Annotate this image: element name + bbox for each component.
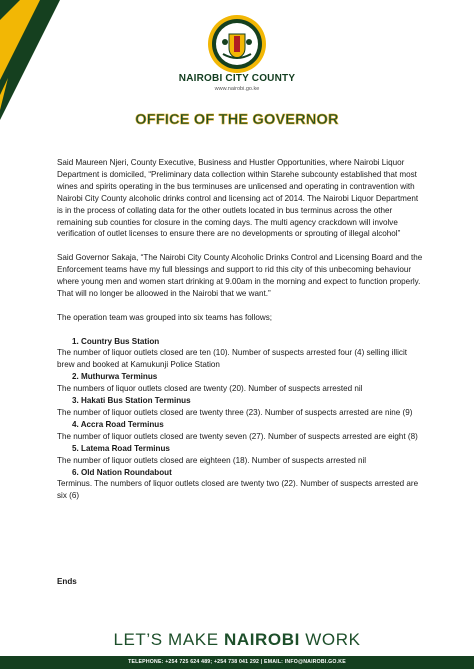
team-description: The numbers of liquor outlets closed are twenty (20). Number of suspects arrested nil: [57, 384, 363, 394]
slogan-bold: NAIROBI: [223, 630, 300, 649]
team-heading: 6. Old Nation Roundabout: [72, 467, 172, 477]
crest-container: [0, 14, 474, 79]
slogan-pre: LET’S MAKE: [113, 630, 224, 649]
team-list: [57, 336, 425, 503]
team-description: The number of liquor outlets closed are eighteen (18). Number of suspects arrested nil: [57, 455, 367, 465]
team-heading: 2. Muthurwa Terminus: [72, 372, 158, 382]
slogan: [0, 630, 474, 650]
paragraph-3: The operation team was grouped into six teams has follows;: [57, 312, 273, 322]
team-heading: 1. Country Bus Station: [72, 336, 160, 346]
team-description: Terminus. The numbers of liquor outlets closed are twenty two (22). Number of suspects arrested are six (6): [57, 479, 419, 501]
team-heading: 5. Latema Road Terminus: [72, 443, 170, 453]
team-description: The number of liquor outlets closed are ten (10). Number of suspects arrested four (4) selling illicit brew and booked at Kamukunji Police Station: [57, 348, 407, 370]
org-name: NAIROBI CITY COUNTY: [178, 73, 296, 84]
slogan-post: WORK: [299, 630, 361, 649]
ends-marker: Ends: [57, 577, 77, 586]
document-body: [57, 157, 425, 502]
team-heading: 4. Accra Road Terminus: [72, 419, 164, 429]
contact-footer: TELEPHONE: +254 725 624 489; +254 738 041 292 | EMAIL: INFO@NAIROBI.GO.KE: [0, 656, 474, 669]
team-description: The number of liquor outlets closed are twenty three (23). Number of suspects arrested are nine (9): [57, 407, 413, 417]
county-crest-icon: [207, 14, 267, 74]
team-description: The number of liquor outlets closed are twenty seven (27). Number of suspects arrested are eight (8): [57, 431, 418, 441]
website-link[interactable]: www.nairobi.go.ke: [214, 86, 260, 92]
paragraph-1: Said Maureen Njeri, County Executive, Business and Hustler Opportunities, where Nairobi Liquor Department is domiciled, “Preliminary data collection within Starehe subcounty established that most wines and spirits operating in the bus terminuses are unlicensed and operating in contravention with Nairobi City County alcoholic drinks control and licensing act of 2014. The Nairobi Liquor Department is in the process of collating data for the other outlets located in bus terminus across the other remaining sub counties for closure in the coming days. The multi agency crackdown will involve verification of outlet licenses to ensure there are no developments or sprouting of illegal alcohol”: [57, 158, 419, 239]
team-heading: 3. Hakati Bus Station Terminus: [72, 396, 191, 406]
office-title: OFFICE OF THE GOVERNOR: [135, 112, 339, 128]
paragraph-2: Said Governor Sakaja, “The Nairobi City County Alcoholic Drinks Control and Licensing Board and the Enforcement teams have my full blessings and support to rid this city of this unbecoming behaviour where young men and women start drinking at 9.00am in the morning and expect to function properly. That will no longer be alloowed in the Nairobi that we want.”: [57, 253, 423, 298]
